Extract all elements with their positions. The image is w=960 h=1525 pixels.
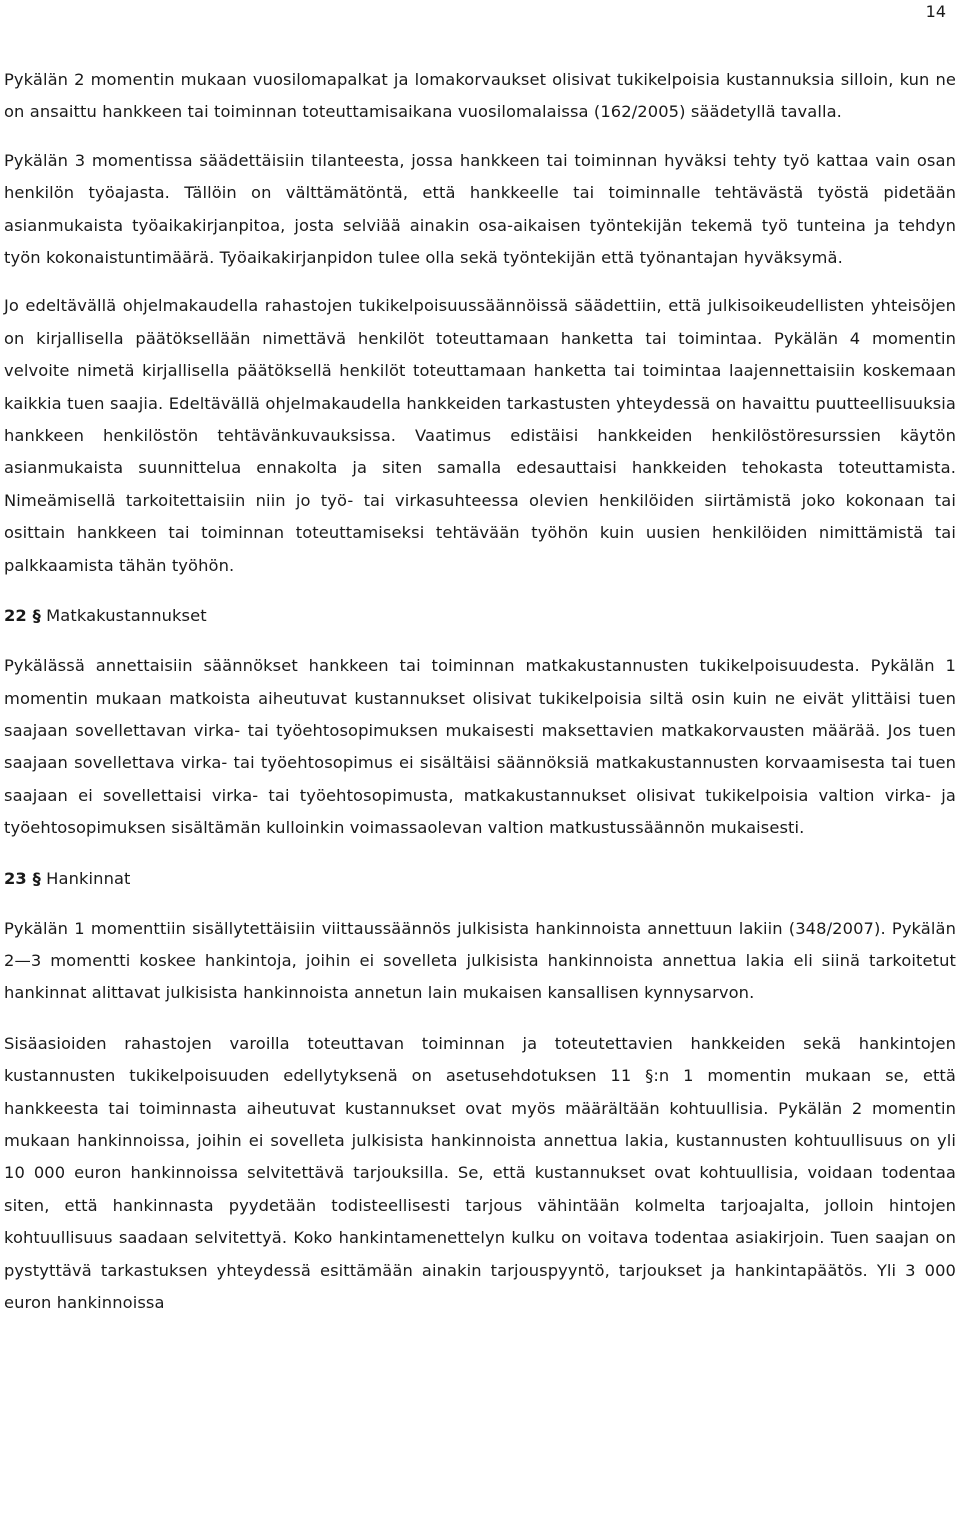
page-number: 14: [925, 2, 946, 21]
document-body: [4, 64, 956, 1319]
section-title: Matkakustannukset: [46, 606, 207, 626]
paragraph-staff-designation: Jo edeltävällä ohjelmakaudella rahastojen tukikelpoisuussäännöissä säädettiin, että julkisoikeudellisten yhteisöjen on kirjallisella päätöksellään nimettävä henkilöt toteuttamaan hanketta tai toimintaa. Pykälän 4 momentin velvoite nimetä kirjallisella päätöksellä henkilöt toteuttamaan hanketta tai toimintaa laajennettaisiin koskemaan kaikkia tuen saajia. Edeltävällä ohjelmakaudella hankkeiden tarkastusten yhteydessä on havaittu puutteellisuuksia hankkeen henkilöstön tehtävänkuvauksissa. Vaatimus edistäisi hankkeiden henkilöstöresurssien käytön asianmukaista suunnittelua ennakolta ja siten samalla edesauttaisi hankkeiden tehokasta toteuttamista. Nimeämisellä tarkoitettaisiin niin jo työ- tai virkasuhteessa olevien henkilöiden siirtämistä joko kokonaan tai osittain hankkeen tai toiminnan toteuttamiseksi tehtävään työhön kuin uusien henkilöiden nimittämistä tai palkkaamista tähän työhön.: [4, 296, 956, 575]
paragraph-procurement-law: Pykälän 1 momenttiin sisällytettäisiin viittaussäännös julkisista hankinnoista annettuun lakiin (348/2007). Pykälän 2—3 momentti koskee hankintoja, joihin ei sovelleta julkisista hankinnoista annettua lakia eli siinä tarkoitetut hankinnat alittavat julkisista hankinnoista annetun lain mukaisen kansallisen kynnysarvon.: [4, 918, 956, 1003]
section-title: Hankinnat: [46, 868, 131, 888]
section-heading-22: [4, 600, 956, 632]
section-number: 23 §: [4, 868, 41, 888]
paragraph-cost-reasonableness: Sisäasioiden rahastojen varoilla toteuttavan toiminnan ja toteutettavien hankkeiden sekä hankintojen kustannusten tukikelpoisuuden edellytyksenä on asetusehdotuksen 11 §:n 1 momentin mukaan se, että hankkeesta tai toiminnasta aiheutuvat kustannukset ovat myös määrältään kohtuullisia. Pykälän 2 momentin mukaan hankinnoissa, joihin ei sovelleta julkisista hankinnoista annettua lakia, kustannusten kohtuullisuus on yli 10 000 euron hankinnoissa selvitettävä tarjouksilla. Se, että kustannukset ovat kohtuullisia, voidaan todentaa siten, että hankinnasta pyydetään todisteellisesti tarjous vähintään kolmelta tarjoajalta, jolloin hintojen kohtuullisuus saadaan selvitettyä. Koko hankintamenettelyn kulku on voitava todentaa asiakirjoin. Tuen saajan on pystyttävä tarkastuksen yhteydessä esittämään ainakin tarjouspyyntö, tarjoukset ja hankintapäätös. Yli 3 000 euron hankinnoissa: [4, 1033, 956, 1312]
section-heading-23: [4, 863, 956, 895]
paragraph-travel-costs: Pykälässä annettaisiin säännökset hankkeen tai toiminnan matkakustannusten tukikelpoisuudesta. Pykälän 1 momentin mukaan matkoista aiheutuvat kustannukset olisivat tukikelpoisia siltä osin kuin ne eivät ylittäisi tuen saajaan sovellettavan virka- tai työehtosopimuksen mukaisesti maksettavien matkakorvausten määrää. Jos tuen saajaan sovellettava virka- tai työehtosopimus ei sisältäisi säännöksiä matkakustannusten korvaamisesta tai tuen saajaan ei sovellettaisi virka- tai työehtosopimusta, matkakustannukset olisivat tukikelpoisia valtion virka- ja työehtosopimuksen sisältämän kulloinkin voimassaolevan valtion matkustussäännön mukaisesti.: [4, 656, 956, 838]
section-number: 22 §: [4, 606, 41, 626]
paragraph-vacation-pay: Pykälän 2 momentin mukaan vuosilomapalkat ja lomakorvaukset olisivat tukikelpoisia kustannuksia silloin, kun ne on ansaittu hankkeen tai toiminnan toteuttamisaikana vuosilomalaissa (162/2005) säädetyllä tavalla.: [4, 70, 956, 122]
paragraph-working-time: Pykälän 3 momentissa säädettäisiin tilanteesta, jossa hankkeen tai toiminnan hyväksi tehty työ kattaa vain osan henkilön työajasta. Tällöin on välttämätöntä, että hankkeelle tai toiminnalle tehtävästä työstä pidetään asianmukaista työaikakirjanpitoa, josta selviää ainakin osa-aikaisen työntekijän tekemä työ tunteina ja tehdyn työn kokonaistuntimäärä. Työaikakirjanpidon tulee olla sekä työntekijän että työnantajan hyväksymä.: [4, 150, 956, 268]
